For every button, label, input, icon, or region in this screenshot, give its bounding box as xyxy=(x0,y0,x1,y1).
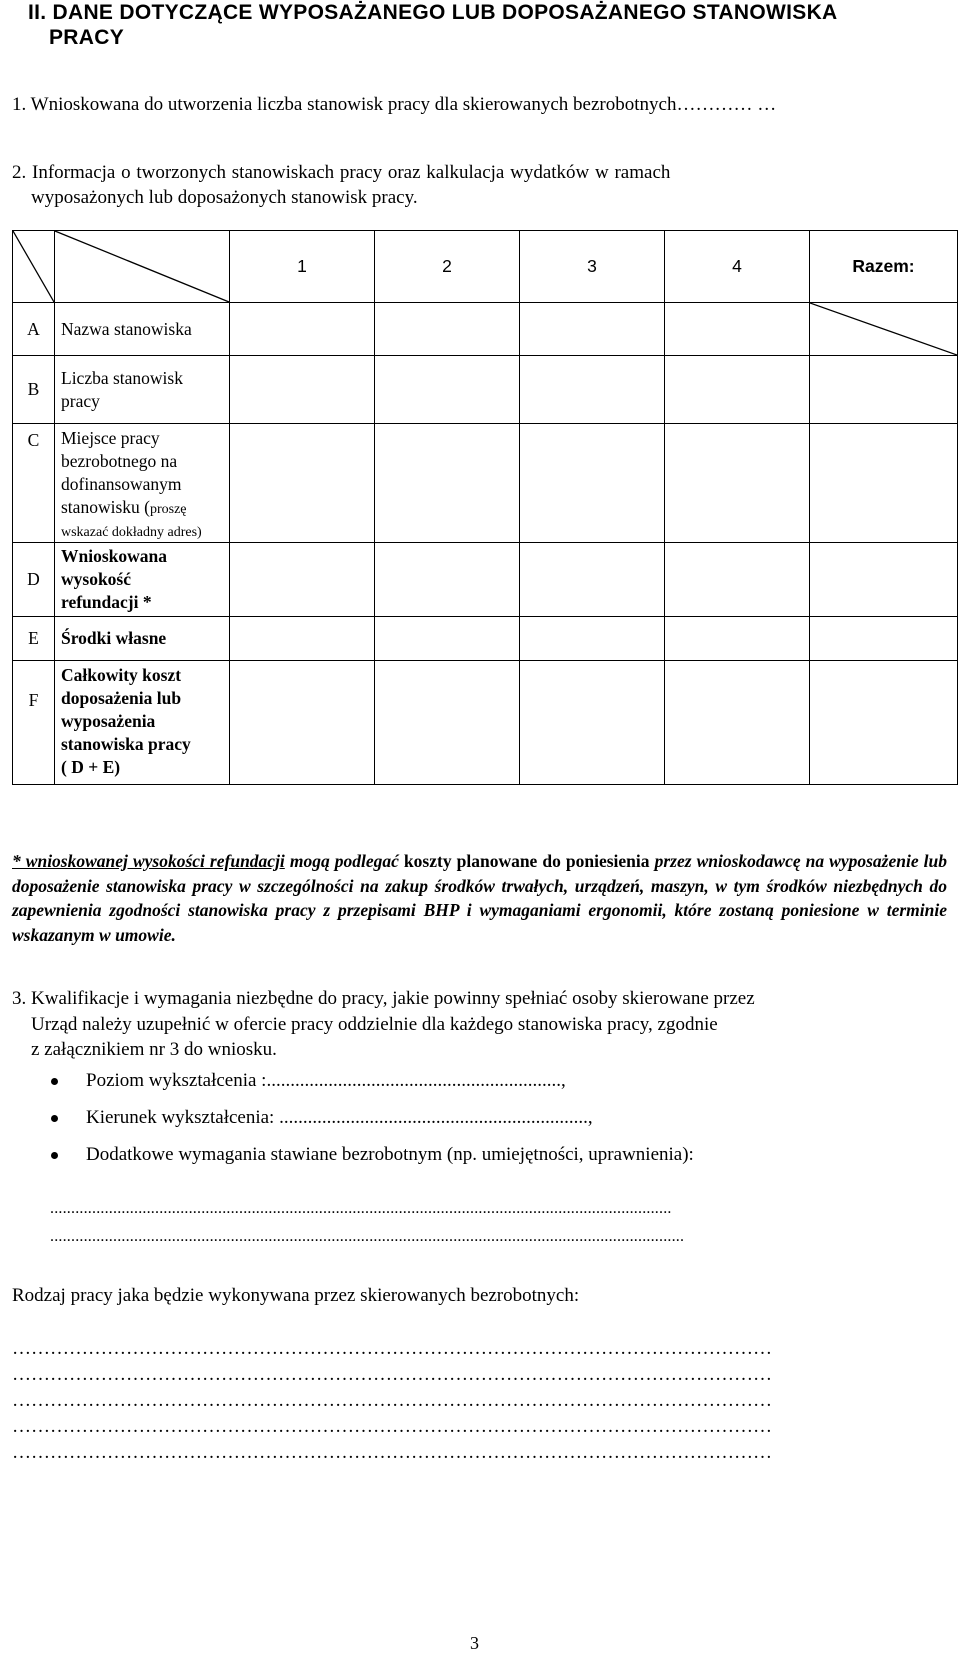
table-cell[interactable] xyxy=(520,424,665,543)
row-label-small: proszę xyxy=(149,502,187,517)
header-corner-cell-letter xyxy=(13,231,55,303)
row-label-small: wskazać dokładny adres) xyxy=(61,525,202,540)
table-row-f xyxy=(13,661,958,785)
table-cell[interactable] xyxy=(230,356,375,424)
table-cell[interactable] xyxy=(520,303,665,356)
column-header-4: 4 xyxy=(665,231,810,303)
total-cell-disabled xyxy=(810,303,958,356)
fill-in-line[interactable]: ………………………………………………………………………………………………………… xyxy=(12,1390,772,1411)
workstation-table xyxy=(12,230,958,785)
row-letter: E xyxy=(13,617,55,661)
row-label-line: ( D + E) xyxy=(61,757,121,777)
table-cell[interactable] xyxy=(230,303,375,356)
table-cell[interactable] xyxy=(665,356,810,424)
requirements-list xyxy=(30,1068,694,1167)
bullet-icon xyxy=(51,1152,58,1159)
list-item-text: Dodatkowe wymagania stawiane bezrobotnym (np. umiejętności, uprawnienia): xyxy=(86,1144,694,1165)
table-cell[interactable] xyxy=(230,617,375,661)
fill-in-line[interactable]: ....................................................................................................................................................... xyxy=(50,1228,685,1245)
section-title xyxy=(28,0,948,50)
row-label xyxy=(55,661,230,785)
row-label: Środki własne xyxy=(55,617,230,661)
list-item xyxy=(30,1105,694,1142)
row-label-line: Liczba stanowisk xyxy=(61,367,183,388)
row-label-line: refundacji * xyxy=(61,592,152,612)
table-cell[interactable] xyxy=(810,543,958,617)
row-label xyxy=(55,356,230,424)
list-item xyxy=(30,1068,694,1105)
footnote-text: koszty planowane do poniesienia xyxy=(398,851,655,871)
table-cell[interactable] xyxy=(665,303,810,356)
table-cell[interactable] xyxy=(375,303,520,356)
row-label-line: wysokość xyxy=(61,569,132,589)
work-type-label: Rodzaj pracy jaka będzie wykonywana przez skierowanych bezrobotnych: xyxy=(12,1285,580,1306)
section-title-line2: PRACY xyxy=(49,26,125,49)
item-1-text: 1. Wnioskowana do utworzenia liczba stanowisk pracy dla skierowanych bezrobotnych………… … xyxy=(12,94,777,115)
table-cell[interactable] xyxy=(810,356,958,424)
table-cell[interactable] xyxy=(230,543,375,617)
item-3 xyxy=(12,986,947,1063)
table-row-b xyxy=(13,356,958,424)
refund-footnote xyxy=(12,849,947,947)
section-title-line1: II. DANE DOTYCZĄCE WYPOSAŻANEGO LUB DOPOSAŻANEGO STANOWISKA xyxy=(28,1,838,24)
row-label xyxy=(55,424,230,543)
table-cell[interactable] xyxy=(375,356,520,424)
table-cell[interactable] xyxy=(520,661,665,785)
row-label-line: stanowisku ( xyxy=(61,497,150,517)
table-cell[interactable] xyxy=(230,661,375,785)
list-item-text: Kierunek wykształcenia: ................................................................., xyxy=(86,1107,593,1128)
row-letter: F xyxy=(13,661,55,785)
table-cell[interactable] xyxy=(520,543,665,617)
table-row-d xyxy=(13,543,958,617)
row-letter: A xyxy=(13,303,55,356)
row-label-line: pracy xyxy=(61,390,100,411)
table-cell[interactable] xyxy=(230,424,375,543)
table-row-a xyxy=(13,303,958,356)
table-cell[interactable] xyxy=(375,661,520,785)
list-item-text: Poziom wykształcenia :.............................................................., xyxy=(86,1070,566,1091)
table-cell[interactable] xyxy=(520,617,665,661)
item-3-line3: z załącznikiem nr 3 do wniosku. xyxy=(31,1039,277,1060)
header-corner-cell-label xyxy=(55,231,230,303)
table-cell[interactable] xyxy=(810,617,958,661)
column-header-3: 3 xyxy=(520,231,665,303)
column-header-2: 2 xyxy=(375,231,520,303)
row-label-line: stanowiska pracy xyxy=(61,734,191,754)
table-cell[interactable] xyxy=(520,356,665,424)
list-item xyxy=(30,1142,694,1167)
column-header-total: Razem: xyxy=(810,231,958,303)
table-cell[interactable] xyxy=(375,617,520,661)
row-label xyxy=(55,543,230,617)
fill-in-line[interactable]: ………………………………………………………………………………………………………… xyxy=(12,1338,772,1359)
row-letter: B xyxy=(13,356,55,424)
fill-in-line[interactable]: ………………………………………………………………………………………………………… xyxy=(12,1416,772,1437)
row-letter: C xyxy=(13,424,55,543)
table-cell[interactable] xyxy=(375,424,520,543)
item-3-line1: 3. Kwalifikacje i wymagania niezbędne do pracy, jakie powinny spełniać osoby skierowane przez xyxy=(12,988,755,1009)
row-label-line: bezrobotnego na xyxy=(61,451,178,471)
footnote-underlined: * wnioskowanej wysokości refundacji xyxy=(12,851,285,871)
bullet-icon xyxy=(51,1115,58,1122)
table-cell[interactable] xyxy=(665,543,810,617)
fill-in-line[interactable]: ………………………………………………………………………………………………………… xyxy=(12,1364,772,1385)
page-number: 3 xyxy=(470,1633,479,1653)
row-label-line: dofinansowanym xyxy=(61,474,182,494)
table-cell[interactable] xyxy=(375,543,520,617)
fill-in-line[interactable]: .................................................................................................................................................... xyxy=(50,1200,672,1217)
table-cell[interactable] xyxy=(665,617,810,661)
table-cell[interactable] xyxy=(810,424,958,543)
table-row-c xyxy=(13,424,958,543)
table-header-row xyxy=(13,231,958,303)
row-label: Nazwa stanowiska xyxy=(55,303,230,356)
work-type-lines xyxy=(12,1336,772,1466)
row-label-line: doposażenia lub xyxy=(61,688,182,708)
item-2-line2: wyposażonych lub doposażonych stanowisk pracy. xyxy=(31,187,418,208)
bullet-icon xyxy=(51,1078,58,1085)
row-label-line: wyposażenia xyxy=(61,711,156,731)
row-letter: D xyxy=(13,543,55,617)
row-label-line: Wnioskowana xyxy=(61,546,168,566)
column-header-1: 1 xyxy=(230,231,375,303)
table-row-e xyxy=(13,617,958,661)
table-cell[interactable] xyxy=(665,424,810,543)
item-2-line1: 2. Informacja o tworzonych stanowiskach pracy oraz kalkulacja wydatków w ramach xyxy=(12,162,671,183)
row-label-line: Całkowity koszt xyxy=(61,665,182,685)
fill-in-line[interactable]: ………………………………………………………………………………………………………… xyxy=(12,1442,772,1463)
row-label-line: Miejsce pracy xyxy=(61,428,160,448)
item-3-line2: Urząd należy uzupełnić w ofercie pracy oddzielnie dla każdego stanowiska pracy, zgodnie xyxy=(31,1013,718,1035)
footnote-text: mogą podlegać xyxy=(284,851,399,871)
table-cell[interactable] xyxy=(810,661,958,785)
footnote-text: przez wnioskodawcę na wyposażenie lub doposażenie stanowiska pracy w szczególności na zakup środków trwałych, urządzeń, maszyn, w tym środków niezbędnych do zapewnienia zgodności stanowiska pracy z przepisami BHP i wymaganiami ergonomii, które zostaną poniesione w terminie wskazanym w umowie. xyxy=(12,851,947,945)
table-cell[interactable] xyxy=(665,661,810,785)
